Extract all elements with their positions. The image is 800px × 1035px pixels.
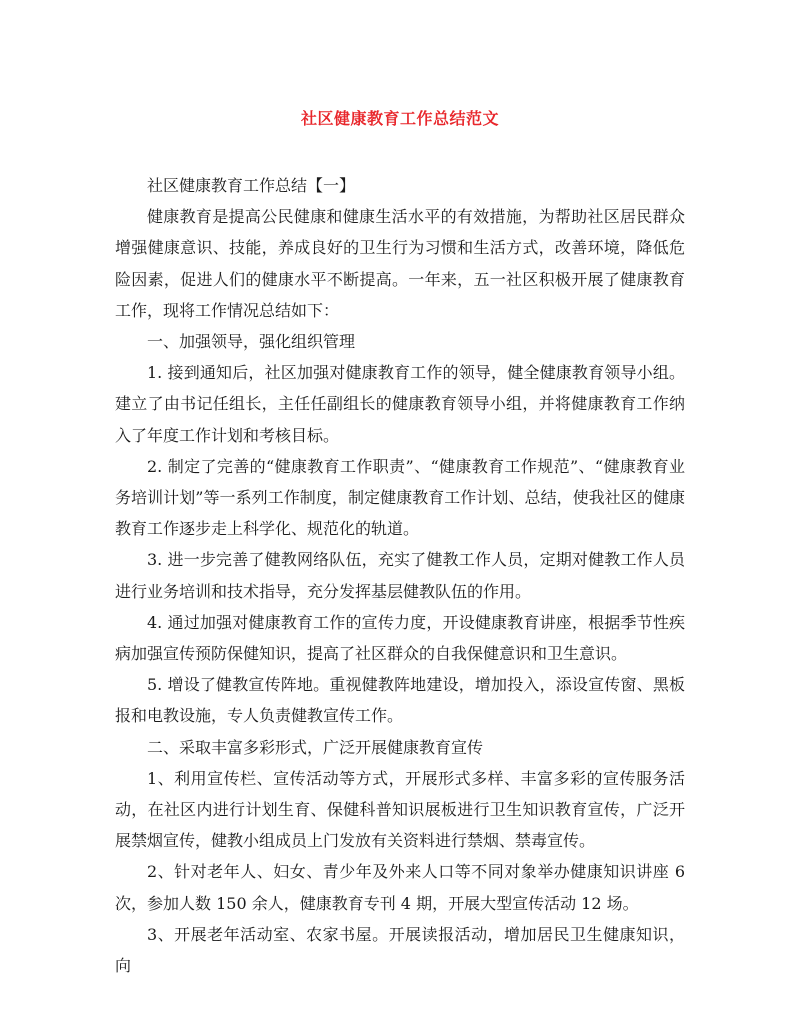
- subsection-heading-1: 一、加强领导，强化组织管理: [147, 332, 356, 352]
- paragraph-item-2: 2. 制定了完善的“健康教育工作职责”、“健康教育工作规范”、“健康教育业务培训计划”等一系列工作制度，制定健康教育工作计划、总结，使我社区的健康教育工作逐步走上科学化、规范化的轨道。: [115, 456, 685, 539]
- paragraph-item-6: 1、利用宣传栏、宣传活动等方式，开展形式多样、丰富多彩的宣传服务活动，在社区内进行计划生育、保健科普知识展板进行卫生知识教育宣传，广泛开展禁烟宣传，健教小组成员上门发放有关资料进行禁烟、禁毒宣传。: [115, 768, 685, 851]
- document-title: 社区健康教育工作总结范文: [300, 109, 499, 128]
- paragraph-item-8: 3、开展老年活动室、农家书屋。开展读报活动，增加居民卫生健康知识，向: [115, 924, 685, 976]
- paragraph-item-5: 5. 增设了健教宣传阵地。重视健教阵地建设，增加投入，添设宣传窗、黑板报和电教设施，专人负责健教宣传工作。: [115, 675, 685, 726]
- paragraph-item-3: 3. 进一步完善了健教网络队伍，充实了健教工作人员，定期对健教工作人员进行业务培训和技术指导，充分发挥基层健教队伍的作用。: [115, 550, 685, 601]
- paragraph-intro: 健康教育是提高公民健康和健康生活水平的有效措施，为帮助社区居民群众增强健康意识、技能，养成良好的卫生行为习惯和生活方式，改善环境，降低危险因素，促进人们的健康水平不断提高。一年来，五一社区积极开展了健康教育工作，现将工作情况总结如下：: [115, 207, 685, 320]
- paragraph-item-1: 1. 接到通知后，社区加强对健康教育工作的领导，健全健康教育领导小组。建立了由书记任组长，主任任副组长的健康教育领导小组，并将健康教育工作纳入了年度工作计划和考核目标。: [115, 363, 685, 445]
- paragraph-item-7: 2、针对老年人、妇女、青少年及外来人口等不同对象举办健康知识讲座 6 次，参加人数 150 余人，健康教育专刊 4 期，开展大型宣传活动 12 场。: [115, 862, 685, 913]
- section-heading: 社区健康教育工作总结【一】: [147, 176, 356, 195]
- document-body: [115, 170, 685, 981]
- subsection-heading-2: 二、采取丰富多彩形式，广泛开展健康教育宣传: [147, 737, 484, 757]
- paragraph-item-4: 4. 通过加强对健康教育工作的宣传力度，开设健康教育讲座，根据季节性疾病加强宣传预防保健知识，提高了社区群众的自我保健意识和卫生意识。: [115, 612, 685, 664]
